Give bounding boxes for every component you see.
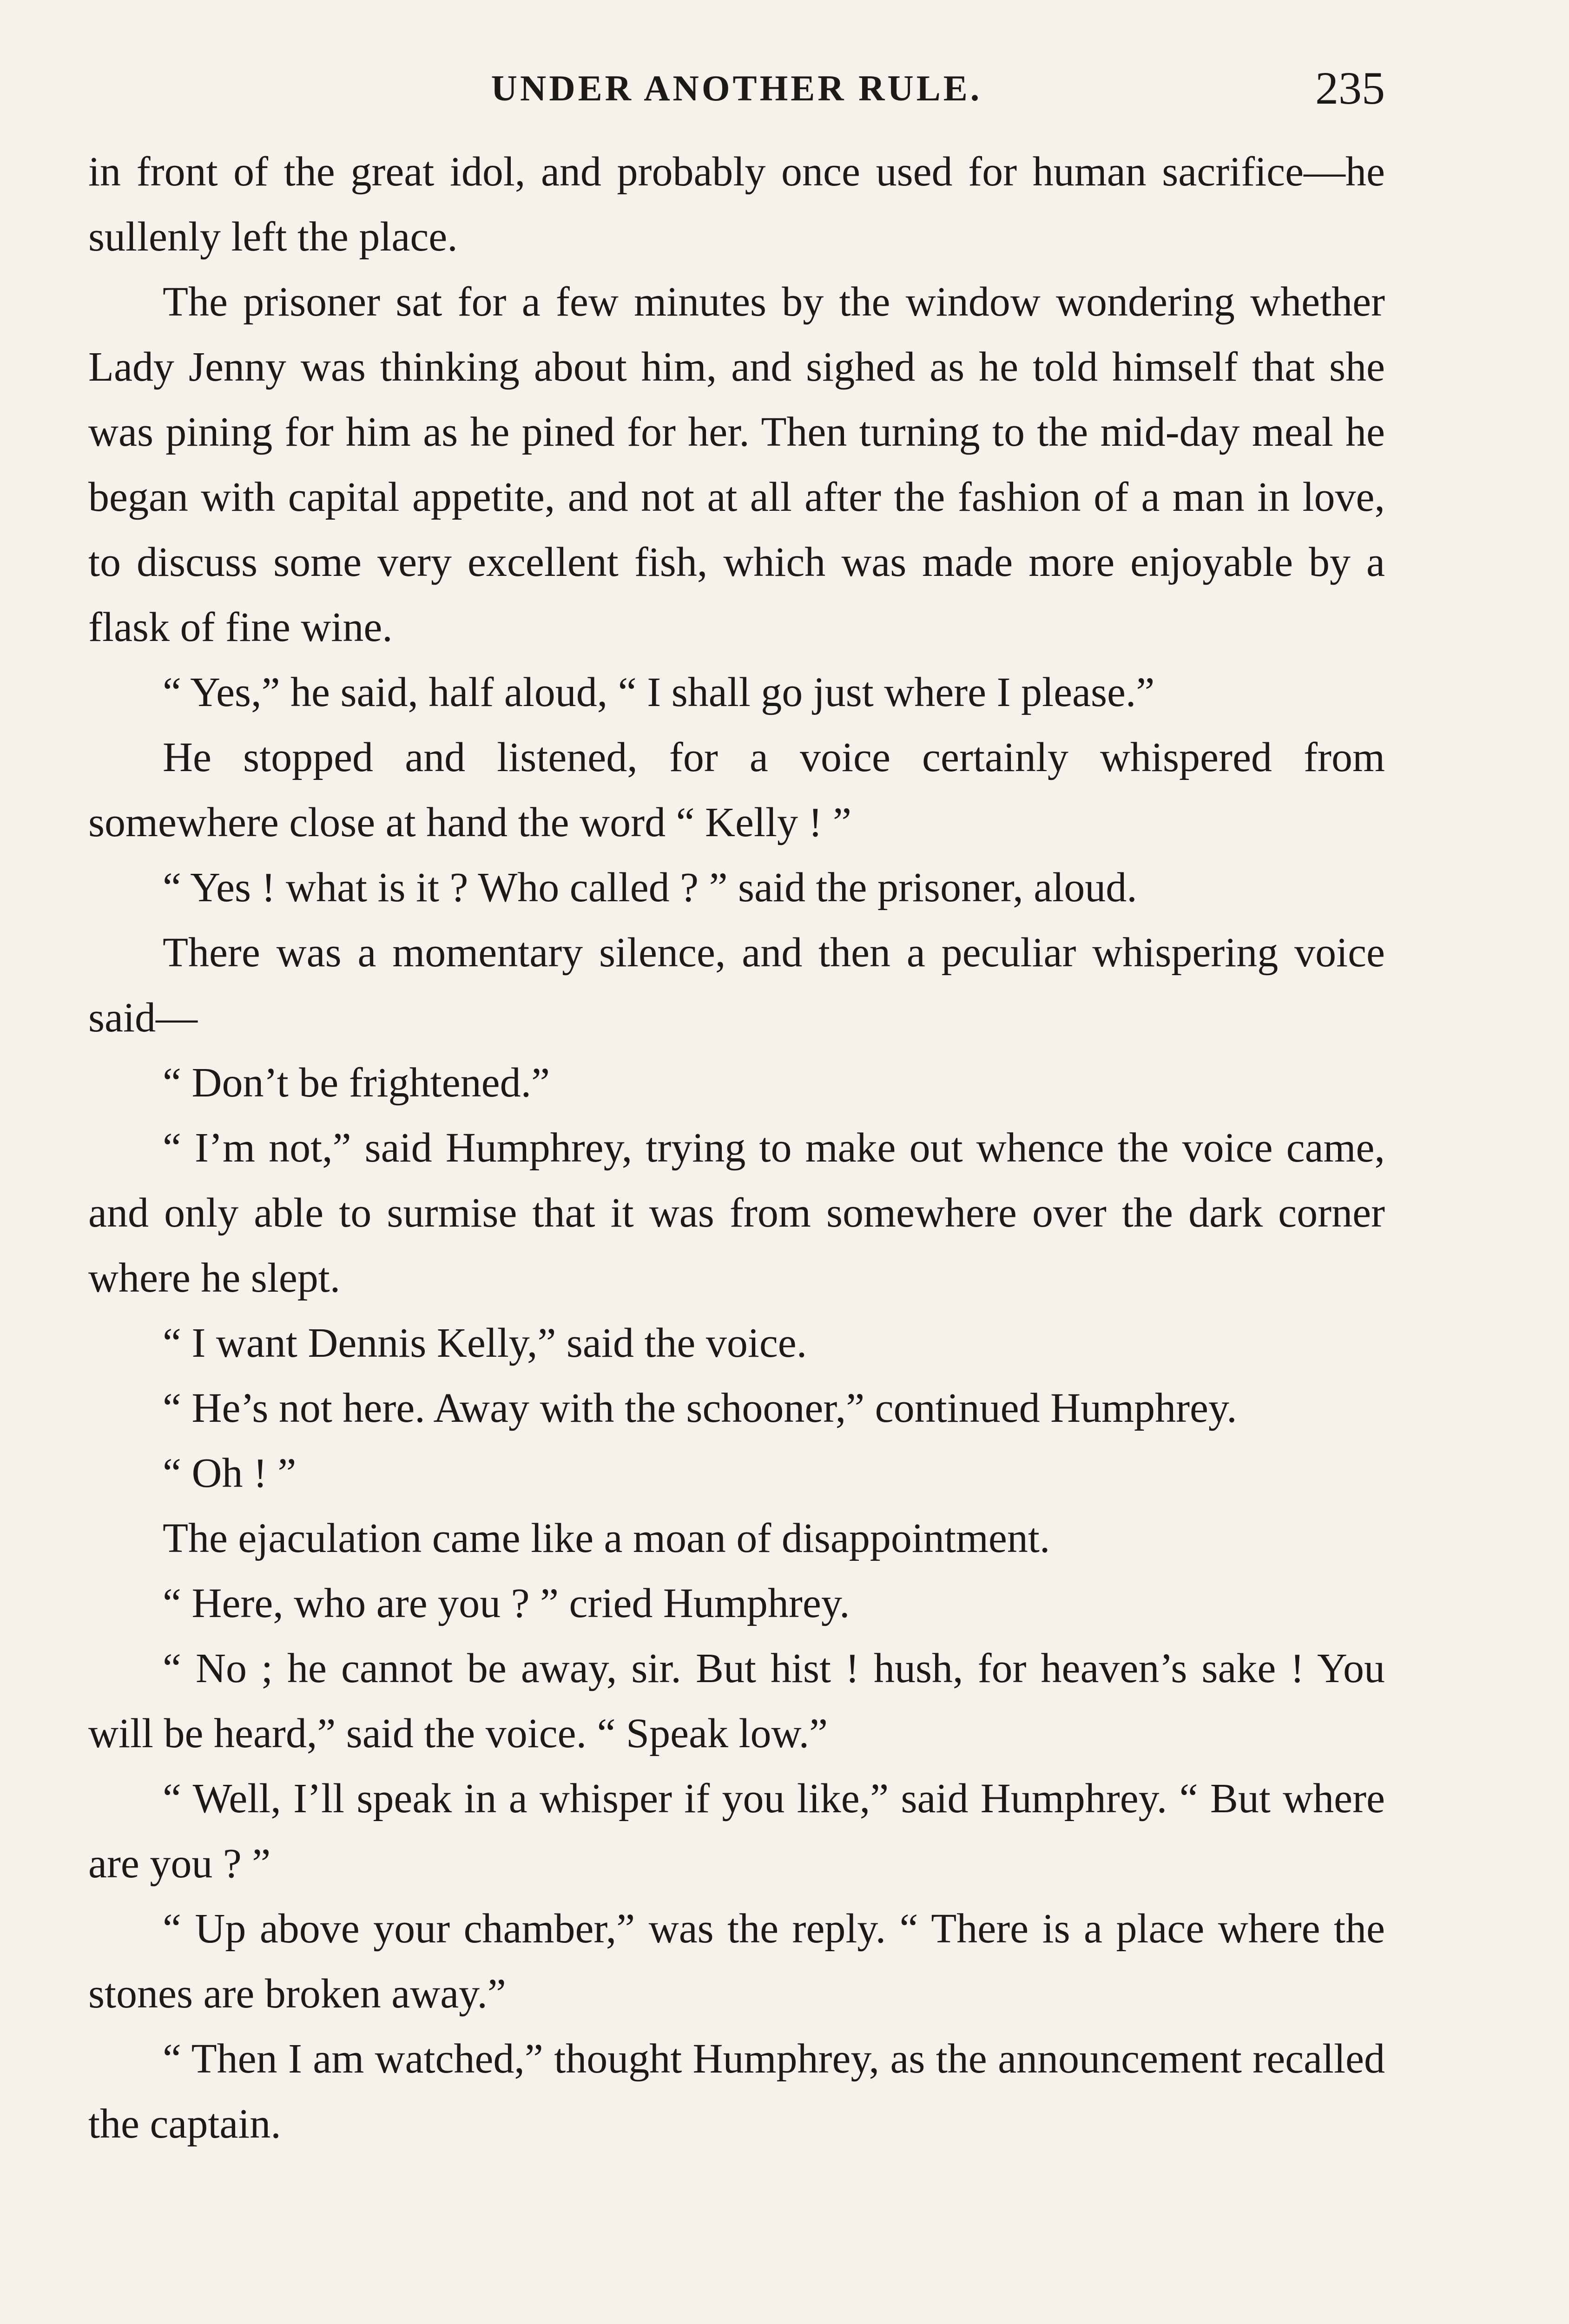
paragraph: “ I’m not,” said Humphrey, trying to make out whence the voice came, and only able to surmise that it was from somewhere over the dark corner where he slept. [88,1125,1385,1301]
paragraph: “ Up above your chamber,” was the reply. “ There is a place where the stones are broken away.” [88,1906,1385,2017]
paragraph: “ Don’t be frightened.” [163,1060,550,1106]
paragraph: “ Then I am watched,” thought Humphrey, as the announcement recalled the captain. [88,2036,1385,2147]
paragraph: The prisoner sat for a few minutes by the window wondering whether Lady Jenny was thinking about him, and sighed as he told himself that she was pining for him as he pined for her. Then turning to the mid-day meal he began with capital appetite, and not at all after the fashion of a man in love, to discuss some very excellent fish, which was made more enjoyable by a flask of fine wine. [88,279,1385,650]
paragraph: He stopped and listened, for a voice certainly whispered from somewhere close at hand the word “ Kelly ! ” [88,734,1385,845]
text-body [88,139,1385,2157]
paragraph: “ Here, who are you ? ” cried Humphrey. [163,1580,850,1626]
page-number: 235 [1315,62,1385,114]
paragraph: The ejaculation came like a moan of disappointment. [163,1515,1050,1561]
paragraph: “ Yes,” he said, half aloud, “ I shall go just where I please.” [163,669,1155,715]
running-head [88,60,1385,116]
paragraph: “ Oh ! ” [163,1450,297,1496]
paragraph: “ He’s not here. Away with the schooner,” continued Humphrey. [163,1385,1237,1431]
paragraph: “ I want Dennis Kelly,” said the voice. [163,1320,807,1366]
paragraph: There was a momentary silence, and then a peculiar whispering voice said— [88,930,1385,1041]
paragraph: “ Well, I’ll speak in a whisper if you like,” said Humphrey. “ But where are you ? ” [88,1776,1385,1887]
running-title: UNDER ANOTHER RULE. [491,68,982,108]
paragraph: in front of the great idol, and probably once used for human sacrifice—he sullenly left the place. [88,149,1385,260]
paragraph: “ Yes ! what is it ? Who called ? ” said the prisoner, aloud. [163,865,1137,911]
paragraph: “ No ; he cannot be away, sir. But hist ! hush, for heaven’s sake ! You will be heard,” said the voice. “ Speak low.” [88,1645,1385,1756]
